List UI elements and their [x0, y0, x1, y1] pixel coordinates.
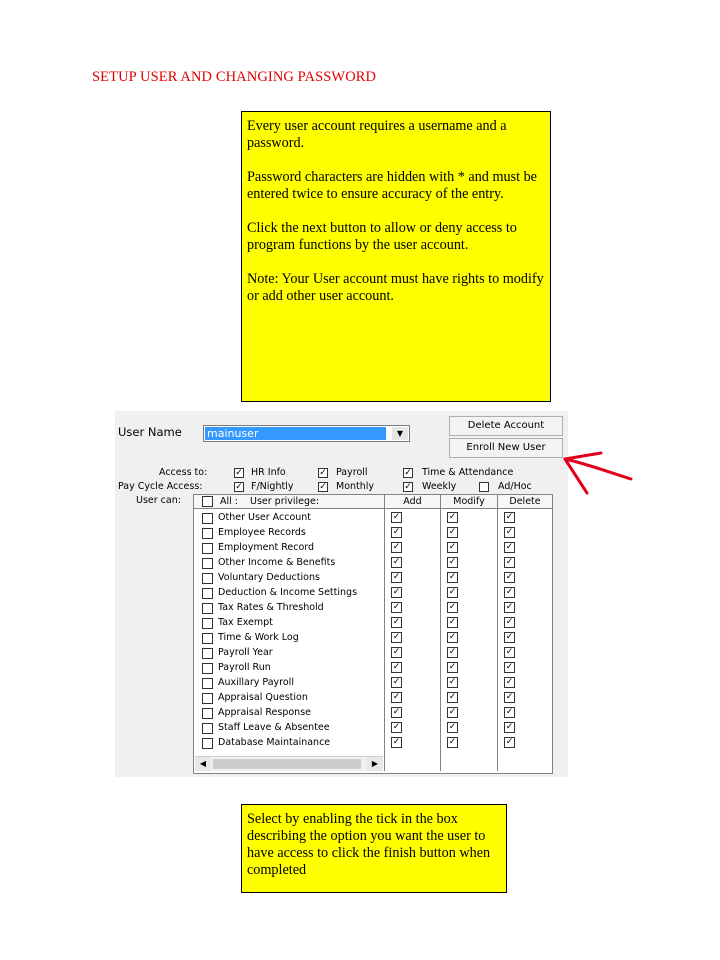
privilege-name: Appraisal Response [218, 707, 311, 718]
delete-checkbox[interactable]: ✓ [505, 707, 514, 717]
add-checkbox[interactable]: ✓ [392, 647, 401, 657]
privilege-checkbox[interactable] [202, 648, 213, 659]
table-row [194, 555, 552, 570]
privilege-name: Other User Account [218, 512, 312, 523]
table-row [194, 690, 552, 705]
modify-checkbox[interactable]: ✓ [448, 512, 457, 522]
modify-checkbox[interactable]: ✓ [448, 617, 457, 627]
add-checkbox[interactable]: ✓ [392, 587, 401, 597]
privilege-name: Voluntary Deductions [218, 572, 320, 583]
table-row [194, 645, 552, 660]
add-checkbox[interactable]: ✓ [392, 617, 401, 627]
privilege-checkbox[interactable] [202, 543, 213, 554]
privilege-name: Database Maintainance [218, 737, 331, 748]
page-title: SETUP USER AND CHANGING PASSWORD [92, 69, 377, 85]
modify-checkbox[interactable]: ✓ [448, 542, 457, 552]
modify-checkbox[interactable]: ✓ [448, 707, 457, 717]
table-row [194, 585, 552, 600]
grid-header-privilege [194, 495, 384, 509]
modify-checkbox[interactable]: ✓ [448, 677, 457, 687]
privilege-checkbox[interactable] [202, 693, 213, 704]
user-name-value[interactable]: mainuser [205, 427, 386, 440]
modify-checkbox[interactable]: ✓ [448, 737, 457, 747]
privilege-checkbox[interactable] [202, 663, 213, 674]
grid-header-delete: Delete [498, 495, 552, 509]
instruction-note-top [241, 111, 551, 402]
delete-checkbox[interactable]: ✓ [505, 677, 514, 687]
grid-header-user-privilege: User privilege: [250, 496, 320, 507]
access-payroll-label: Payroll [336, 467, 368, 478]
privilege-name: Employee Records [218, 527, 306, 538]
table-row [194, 540, 552, 555]
scroll-right-icon[interactable]: ▶ [367, 757, 383, 771]
user-setup-window [115, 411, 568, 777]
delete-checkbox[interactable]: ✓ [505, 587, 514, 597]
user-can-label: User can: [136, 495, 181, 506]
delete-checkbox[interactable]: ✓ [505, 647, 514, 657]
delete-checkbox[interactable]: ✓ [505, 572, 514, 582]
privilege-checkbox[interactable] [202, 633, 213, 644]
modify-checkbox[interactable]: ✓ [448, 557, 457, 567]
delete-checkbox[interactable]: ✓ [505, 602, 514, 612]
modify-checkbox[interactable]: ✓ [448, 662, 457, 672]
add-checkbox[interactable]: ✓ [392, 722, 401, 732]
add-checkbox[interactable]: ✓ [392, 632, 401, 642]
access-hr-info-label: HR Info [251, 467, 286, 478]
add-checkbox[interactable]: ✓ [392, 512, 401, 522]
add-checkbox[interactable]: ✓ [392, 677, 401, 687]
grid-header-modify: Modify [441, 495, 497, 509]
note-paragraph-2: Password characters are hidden with * and must be entered twice to ensure accuracy of the entry. [247, 169, 537, 202]
access-hr-info-checkbox[interactable]: ✓ [235, 468, 243, 478]
modify-checkbox[interactable]: ✓ [448, 647, 457, 657]
red-arrow-annotation [561, 451, 633, 497]
add-checkbox[interactable]: ✓ [392, 692, 401, 702]
access-payroll-checkbox[interactable]: ✓ [319, 468, 327, 478]
pay-fnightly-checkbox[interactable]: ✓ [235, 482, 243, 492]
note-paragraph-4: Note: Your User account must have rights to modify or add other user account. [247, 271, 544, 304]
all-checkbox[interactable] [202, 496, 213, 507]
horizontal-scrollbar[interactable] [195, 756, 383, 771]
privilege-name: Deduction & Income Settings [218, 587, 358, 598]
add-checkbox[interactable]: ✓ [392, 542, 401, 552]
chevron-down-icon[interactable]: ▼ [392, 427, 408, 440]
privilege-checkbox[interactable] [202, 588, 213, 599]
modify-checkbox[interactable]: ✓ [448, 632, 457, 642]
privilege-name: Other Income & Benefits [218, 557, 336, 568]
user-name-combobox[interactable] [203, 425, 410, 442]
delete-checkbox[interactable]: ✓ [505, 662, 514, 672]
delete-checkbox[interactable]: ✓ [505, 512, 514, 522]
add-checkbox[interactable]: ✓ [392, 527, 401, 537]
enroll-new-user-button[interactable]: Enroll New User [449, 438, 563, 458]
modify-checkbox[interactable]: ✓ [448, 572, 457, 582]
privilege-checkbox[interactable] [202, 618, 213, 629]
pay-weekly-checkbox[interactable]: ✓ [404, 482, 412, 492]
privilege-name: Tax Exempt [218, 617, 273, 628]
privilege-checkbox[interactable] [202, 513, 213, 524]
note-paragraph-1: Every user account requires a username and a password. [247, 118, 507, 151]
note-paragraph-3: Click the next button to allow or deny access to program functions by the user account. [247, 220, 517, 253]
privilege-name: Time & Work Log [218, 632, 299, 643]
privilege-checkbox[interactable] [202, 558, 213, 569]
modify-checkbox[interactable]: ✓ [448, 722, 457, 732]
privilege-name: Auxillary Payroll [218, 677, 294, 688]
table-row [194, 660, 552, 675]
instruction-note-bottom [241, 804, 507, 893]
table-row [194, 720, 552, 735]
delete-checkbox[interactable]: ✓ [505, 557, 514, 567]
pay-adhoc-checkbox[interactable] [479, 482, 489, 492]
privilege-grid [193, 494, 553, 774]
access-time-attendance-checkbox[interactable]: ✓ [404, 468, 412, 478]
delete-checkbox[interactable]: ✓ [505, 527, 514, 537]
privilege-checkbox[interactable] [202, 738, 213, 749]
grid-header-add: Add [385, 495, 440, 509]
privilege-checkbox[interactable] [202, 603, 213, 614]
privilege-name: Employment Record [218, 542, 315, 553]
privilege-name: Staff Leave & Absentee [218, 722, 330, 733]
scrollbar-thumb[interactable] [213, 759, 361, 769]
modify-checkbox[interactable]: ✓ [448, 587, 457, 597]
table-row [194, 600, 552, 615]
table-row [194, 705, 552, 720]
table-row [194, 735, 552, 750]
delete-checkbox[interactable]: ✓ [505, 692, 514, 702]
table-row [194, 615, 552, 630]
table-row [194, 675, 552, 690]
delete-account-button[interactable]: Delete Account [449, 416, 563, 436]
privilege-name: Tax Rates & Threshold [218, 602, 324, 613]
delete-checkbox[interactable]: ✓ [505, 737, 514, 747]
privilege-checkbox[interactable] [202, 678, 213, 689]
scroll-left-icon[interactable]: ◀ [195, 757, 211, 771]
table-row [194, 525, 552, 540]
add-checkbox[interactable]: ✓ [392, 707, 401, 717]
grid-header-all: All : [220, 496, 238, 507]
table-row [194, 510, 552, 525]
pay-fnightly-label: F/Nightly [251, 481, 294, 492]
delete-checkbox[interactable]: ✓ [505, 617, 514, 627]
pay-cycle-label: Pay Cycle Access: [118, 481, 203, 492]
delete-checkbox[interactable]: ✓ [505, 542, 514, 552]
privilege-name: Appraisal Question [218, 692, 308, 703]
privilege-checkbox[interactable] [202, 723, 213, 734]
privilege-checkbox[interactable] [202, 573, 213, 584]
user-name-label: User Name [118, 425, 182, 439]
pay-weekly-label: Weekly [422, 481, 457, 492]
pay-monthly-checkbox[interactable]: ✓ [319, 482, 327, 492]
delete-checkbox[interactable]: ✓ [505, 722, 514, 732]
add-checkbox[interactable]: ✓ [392, 602, 401, 612]
access-time-attendance-label: Time & Attendance [422, 467, 514, 478]
privilege-name: Payroll Run [218, 662, 271, 673]
modify-checkbox[interactable]: ✓ [448, 602, 457, 612]
table-row [194, 570, 552, 585]
privilege-checkbox[interactable] [202, 528, 213, 539]
pay-monthly-label: Monthly [336, 481, 375, 492]
privilege-name: Payroll Year [218, 647, 273, 658]
modify-checkbox[interactable]: ✓ [448, 692, 457, 702]
pay-adhoc-label: Ad/Hoc [498, 481, 532, 492]
modify-checkbox[interactable]: ✓ [448, 527, 457, 537]
note-bottom-text: Select by enabling the tick in the box describing the option you want the user to have access to click the finish button when completed [247, 811, 491, 878]
add-checkbox[interactable]: ✓ [392, 737, 401, 747]
table-row [194, 630, 552, 645]
add-checkbox[interactable]: ✓ [392, 557, 401, 567]
privilege-checkbox[interactable] [202, 708, 213, 719]
delete-checkbox[interactable]: ✓ [505, 632, 514, 642]
access-to-label: Access to: [159, 467, 208, 478]
add-checkbox[interactable]: ✓ [392, 572, 401, 582]
add-checkbox[interactable]: ✓ [392, 662, 401, 672]
